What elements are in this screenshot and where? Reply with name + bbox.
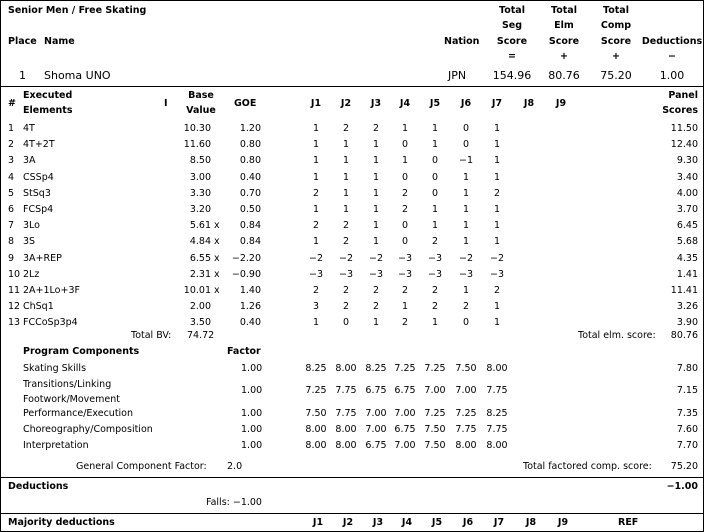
element-judge-score: 1 xyxy=(493,301,501,312)
element-base-value: 10.01 xyxy=(183,285,211,296)
element-judge-score: −2 xyxy=(308,253,323,264)
element-number: 11 xyxy=(8,285,21,296)
element-goe: −0.90 xyxy=(231,269,261,280)
element-panel-score: 12.40 xyxy=(670,139,698,150)
element-code: 3S xyxy=(23,236,36,247)
component-panel-score: 7.15 xyxy=(676,385,698,396)
element-code: 2A+1Lo+3F xyxy=(23,285,80,296)
component-judge-score: 7.00 xyxy=(365,424,387,435)
element-panel-score: 3.26 xyxy=(676,301,698,312)
element-bonus-marker: x xyxy=(214,220,220,231)
component-judge-score: 8.25 xyxy=(365,363,387,374)
header-place: Place xyxy=(8,36,37,47)
component-judge-score: 7.75 xyxy=(335,408,357,419)
element-judge-score: 2 xyxy=(431,301,439,312)
element-judge-score: 2 xyxy=(312,220,320,231)
element-base-value: 10.30 xyxy=(183,123,211,134)
element-judge-score: 1 xyxy=(462,172,470,183)
component-judge-score: 8.00 xyxy=(305,440,327,451)
element-judge-score: 1 xyxy=(431,317,439,328)
element-base-value: 2.00 xyxy=(189,301,211,312)
majority-judge-1: J1 xyxy=(312,517,324,528)
component-judge-score: 7.50 xyxy=(455,363,477,374)
element-judge-score: 2 xyxy=(462,301,470,312)
element-panel-score: 4.00 xyxy=(676,188,698,199)
deductions-value: −1.00 xyxy=(666,481,698,492)
element-code: FCCoSp3p4 xyxy=(23,317,78,328)
element-base-value: 3.30 xyxy=(189,188,211,199)
element-goe: 0.40 xyxy=(239,317,261,328)
element-panel-score: 4.35 xyxy=(676,253,698,264)
element-judge-score: 2 xyxy=(372,123,380,134)
separator-line xyxy=(1,477,704,478)
element-judge-score: 1 xyxy=(372,188,380,199)
component-judge-score: 7.75 xyxy=(486,385,508,396)
total-bv-label: Total BV: xyxy=(131,330,172,341)
element-judge-score: 1 xyxy=(401,301,409,312)
element-judge-score: 2 xyxy=(342,301,350,312)
element-judge-score: 0 xyxy=(462,123,470,134)
component-judge-score: 8.00 xyxy=(335,363,357,374)
element-judge-score: −3 xyxy=(458,269,473,280)
element-judge-score: 1 xyxy=(462,220,470,231)
element-judge-score: 1 xyxy=(312,172,320,183)
element-panel-score: 9.30 xyxy=(676,155,698,166)
components-title: Program Components xyxy=(23,346,140,357)
element-base-value: 3.20 xyxy=(189,204,211,215)
component-judge-score: 8.25 xyxy=(486,408,508,419)
separator-line xyxy=(1,513,704,514)
element-goe: 0.84 xyxy=(239,236,261,247)
element-judge-score: 1 xyxy=(312,155,320,166)
header-deductions: Deductions xyxy=(641,36,703,47)
majority-judge-3: J3 xyxy=(372,517,384,528)
header-tss-1: Total xyxy=(499,5,525,16)
header-pcs-1: Total xyxy=(603,5,629,16)
element-judge-score: 1 xyxy=(431,220,439,231)
col-panel-2: Scores xyxy=(662,105,698,116)
header-tes-4: + xyxy=(560,51,568,62)
element-panel-score: 5.68 xyxy=(676,236,698,247)
component-judge-score: 8.00 xyxy=(455,440,477,451)
components-factor-title: Factor xyxy=(227,346,261,357)
element-judge-score: 1 xyxy=(372,204,380,215)
component-judge-score: 7.25 xyxy=(394,363,416,374)
element-judge-score: −2 xyxy=(489,253,504,264)
component-name: Transitions/Linking Footwork/Movement xyxy=(23,379,120,405)
element-judge-score: 1 xyxy=(431,139,439,150)
element-bonus-marker: x xyxy=(214,253,220,264)
element-goe: 0.40 xyxy=(239,172,261,183)
header-tss-4: = xyxy=(508,51,516,62)
component-panel-score: 7.35 xyxy=(676,408,698,419)
element-judge-score: 1 xyxy=(431,123,439,134)
element-base-value: 5.61 xyxy=(189,220,211,231)
element-judge-score: 2 xyxy=(431,236,439,247)
element-base-value: 8.50 xyxy=(189,155,211,166)
element-judge-score: −3 xyxy=(368,269,383,280)
element-judge-score: 0 xyxy=(462,139,470,150)
component-judge-score: 7.00 xyxy=(365,408,387,419)
element-goe: 1.20 xyxy=(239,123,261,134)
tfcs-label: Total factored comp. score: xyxy=(523,461,652,472)
element-judge-score: 1 xyxy=(493,236,501,247)
component-judge-score: 7.00 xyxy=(394,408,416,419)
element-base-value: 6.55 xyxy=(189,253,211,264)
element-judge-score: 1 xyxy=(372,155,380,166)
element-judge-score: 2 xyxy=(312,285,320,296)
component-judge-score: 7.50 xyxy=(424,440,446,451)
element-code: FCSp4 xyxy=(23,204,54,215)
component-panel-score: 7.60 xyxy=(676,424,698,435)
element-judge-score: 0 xyxy=(401,236,409,247)
element-judge-score: 1 xyxy=(372,317,380,328)
element-judge-score: 1 xyxy=(312,236,320,247)
component-judge-score: 6.75 xyxy=(394,424,416,435)
element-base-value: 11.60 xyxy=(183,139,211,150)
header-pcs-4: + xyxy=(612,51,620,62)
element-number: 7 xyxy=(8,220,15,231)
component-panel-score: 7.80 xyxy=(676,363,698,374)
col-executed-2: Elements xyxy=(23,105,73,116)
element-judge-score: −3 xyxy=(427,269,442,280)
component-judge-score: 6.75 xyxy=(365,440,387,451)
judge-header-6: J6 xyxy=(460,98,472,109)
element-judge-score: 0 xyxy=(431,188,439,199)
element-judge-score: 1 xyxy=(312,317,320,328)
element-judge-score: 1 xyxy=(372,139,380,150)
majority-judge-5: J5 xyxy=(431,517,443,528)
element-code: CSSp4 xyxy=(23,172,54,183)
element-judge-score: −3 xyxy=(308,269,323,280)
element-judge-score: 2 xyxy=(431,285,439,296)
element-judge-score: 0 xyxy=(431,155,439,166)
element-judge-score: 0 xyxy=(462,317,470,328)
element-judge-score: 1 xyxy=(342,204,350,215)
element-judge-score: −3 xyxy=(427,253,442,264)
col-base-2: Value xyxy=(186,105,216,116)
element-judge-score: −3 xyxy=(397,269,412,280)
component-judge-score: 6.75 xyxy=(394,385,416,396)
majority-judge-2: J2 xyxy=(342,517,354,528)
header-tes-2: Elm xyxy=(554,20,574,31)
element-goe: 1.40 xyxy=(239,285,261,296)
element-number: 13 xyxy=(8,317,21,328)
component-judge-score: 7.75 xyxy=(486,424,508,435)
element-judge-score: 1 xyxy=(372,220,380,231)
component-factor: 1.00 xyxy=(241,385,263,396)
element-judge-score: 0 xyxy=(401,172,409,183)
component-judge-score: 7.00 xyxy=(455,385,477,396)
component-name: Performance/Execution xyxy=(23,408,134,419)
total-elm: 80.76 xyxy=(670,330,698,341)
separator-line xyxy=(1,86,704,87)
element-judge-score: 1 xyxy=(401,123,409,134)
majority-judge-7: J7 xyxy=(493,517,505,528)
component-judge-score: 8.00 xyxy=(486,363,508,374)
element-judge-score: 1 xyxy=(431,204,439,215)
header-tss-2: Seg xyxy=(501,20,523,31)
element-judge-score: 1 xyxy=(462,188,470,199)
total-elm-label: Total elm. score: xyxy=(578,330,656,341)
element-goe: 0.50 xyxy=(239,204,261,215)
element-judge-score: 1 xyxy=(493,317,501,328)
element-number: 10 xyxy=(8,269,21,280)
component-judge-score: 8.25 xyxy=(305,363,327,374)
element-judge-score: −3 xyxy=(489,269,504,280)
total-bv: 74.72 xyxy=(187,330,215,341)
element-code: 3A xyxy=(23,155,36,166)
col-panel-1: Panel xyxy=(668,90,698,101)
element-panel-score: 1.41 xyxy=(676,269,698,280)
col-info: I xyxy=(164,98,168,109)
component-judge-score: 7.25 xyxy=(305,385,327,396)
element-number: 1 xyxy=(8,123,15,134)
deductions-falls: Falls: −1.00 xyxy=(206,497,262,508)
element-goe: −2.20 xyxy=(231,253,261,264)
component-factor: 1.00 xyxy=(241,363,263,374)
col-executed-1: Executed xyxy=(23,90,73,101)
component-name: Interpretation xyxy=(23,440,89,451)
component-judge-score: 7.50 xyxy=(424,424,446,435)
element-judge-score: −1 xyxy=(458,155,473,166)
component-judge-score: 7.25 xyxy=(424,408,446,419)
element-panel-score: 3.40 xyxy=(676,172,698,183)
element-judge-score: 1 xyxy=(372,236,380,247)
judge-header-5: J5 xyxy=(429,98,441,109)
tfcs: 75.20 xyxy=(670,461,698,472)
element-base-value: 3.00 xyxy=(189,172,211,183)
element-judge-score: 2 xyxy=(493,285,501,296)
element-panel-score: 6.45 xyxy=(676,220,698,231)
skater-name: Shoma UNO xyxy=(44,69,111,82)
element-code: 4T xyxy=(23,123,35,134)
gcf: 2.0 xyxy=(227,461,243,472)
judge-header-8: J8 xyxy=(523,98,535,109)
element-judge-score: 1 xyxy=(342,188,350,199)
element-judge-score: 1 xyxy=(462,236,470,247)
element-judge-score: 1 xyxy=(372,172,380,183)
element-judge-score: 2 xyxy=(342,236,350,247)
header-pcs-2: Comp xyxy=(600,20,632,31)
col-num: # xyxy=(8,98,16,109)
element-panel-score: 11.50 xyxy=(670,123,698,134)
component-panel-score: 7.70 xyxy=(676,440,698,451)
judge-header-9: J9 xyxy=(555,98,567,109)
element-judge-score: 1 xyxy=(312,139,320,150)
element-bonus-marker: x xyxy=(214,285,220,296)
element-goe: 0.84 xyxy=(239,220,261,231)
skater-place: 1 xyxy=(19,69,26,82)
skater-deductions: 1.00 xyxy=(659,69,685,82)
element-number: 12 xyxy=(8,301,21,312)
element-number: 4 xyxy=(8,172,15,183)
element-code: StSq3 xyxy=(23,188,51,199)
component-judge-score: 6.75 xyxy=(365,385,387,396)
judge-header-7: J7 xyxy=(491,98,503,109)
component-factor: 1.00 xyxy=(241,440,263,451)
element-judge-score: 1 xyxy=(312,204,320,215)
element-judge-score: 1 xyxy=(312,123,320,134)
majority-judge-9: J9 xyxy=(557,517,569,528)
component-factor: 1.00 xyxy=(241,408,263,419)
element-code: 3Lo xyxy=(23,220,40,231)
component-judge-score: 7.25 xyxy=(424,363,446,374)
element-judge-score: 1 xyxy=(462,285,470,296)
element-code: ChSq1 xyxy=(23,301,54,312)
element-judge-score: −2 xyxy=(458,253,473,264)
element-judge-score: 1 xyxy=(493,220,501,231)
element-judge-score: 2 xyxy=(372,301,380,312)
element-bonus-marker: x xyxy=(214,236,220,247)
element-judge-score: 1 xyxy=(342,172,350,183)
element-judge-score: 1 xyxy=(462,204,470,215)
element-judge-score: −2 xyxy=(338,253,353,264)
header-nation: Nation xyxy=(444,36,480,47)
element-judge-score: 2 xyxy=(493,188,501,199)
element-judge-score: 2 xyxy=(401,317,409,328)
component-factor: 1.00 xyxy=(241,424,263,435)
element-base-value: 2.31 xyxy=(189,269,211,280)
element-number: 8 xyxy=(8,236,15,247)
col-base-1: Base xyxy=(188,90,214,101)
element-goe: 0.80 xyxy=(239,139,261,150)
component-judge-score: 7.00 xyxy=(394,440,416,451)
element-judge-score: −3 xyxy=(397,253,412,264)
element-bonus-marker: x xyxy=(214,269,220,280)
element-number: 2 xyxy=(8,139,15,150)
element-judge-score: 2 xyxy=(342,220,350,231)
element-number: 6 xyxy=(8,204,15,215)
component-judge-score: 7.75 xyxy=(335,385,357,396)
element-panel-score: 11.41 xyxy=(670,285,698,296)
element-judge-score: 1 xyxy=(493,172,501,183)
deductions-title: Deductions xyxy=(8,481,69,492)
majority-title: Majority deductions xyxy=(8,517,115,528)
element-base-value: 3.50 xyxy=(189,317,211,328)
component-judge-score: 8.00 xyxy=(486,440,508,451)
judge-header-1: J1 xyxy=(310,98,322,109)
component-judge-score: 8.00 xyxy=(305,424,327,435)
skater-component-score: 75.20 xyxy=(600,69,632,82)
element-judge-score: 2 xyxy=(342,285,350,296)
majority-judge-8: J8 xyxy=(525,517,537,528)
judge-header-4: J4 xyxy=(399,98,411,109)
component-judge-score: 7.25 xyxy=(455,408,477,419)
element-code: 2Lz xyxy=(23,269,40,280)
skater-element-score: 80.76 xyxy=(548,69,580,82)
element-judge-score: −2 xyxy=(368,253,383,264)
element-number: 5 xyxy=(8,188,15,199)
element-goe: 0.80 xyxy=(239,155,261,166)
element-number: 9 xyxy=(8,253,15,264)
segment-title: Senior Men / Free Skating xyxy=(8,5,147,16)
header-deductions-sign: − xyxy=(668,51,676,62)
element-panel-score: 3.70 xyxy=(676,204,698,215)
component-judge-score: 7.75 xyxy=(455,424,477,435)
majority-judge-6: J6 xyxy=(462,517,474,528)
element-judge-score: 1 xyxy=(401,155,409,166)
header-tes-3: Score xyxy=(548,36,580,47)
element-judge-score: 1 xyxy=(493,139,501,150)
element-judge-score: 1 xyxy=(493,155,501,166)
header-tes-1: Total xyxy=(551,5,577,16)
gcf-label: General Component Factor: xyxy=(76,461,207,472)
skater-segment-score: 154.96 xyxy=(492,69,532,82)
element-goe: 0.70 xyxy=(239,188,261,199)
component-name: Choreography/Composition xyxy=(23,424,153,435)
element-judge-score: 1 xyxy=(493,204,501,215)
element-number: 3 xyxy=(8,155,15,166)
element-base-value: 4.84 xyxy=(189,236,211,247)
component-name: Skating Skills xyxy=(23,363,87,374)
element-goe: 1.26 xyxy=(239,301,261,312)
component-judge-score: 8.00 xyxy=(335,424,357,435)
header-tss-3: Score xyxy=(496,36,528,47)
element-judge-score: 2 xyxy=(401,285,409,296)
majority-ref: REF xyxy=(618,517,639,528)
element-judge-score: 2 xyxy=(401,204,409,215)
judge-header-3: J3 xyxy=(370,98,382,109)
element-code: 4T+2T xyxy=(23,139,55,150)
element-code: 3A+REP xyxy=(23,253,62,264)
element-panel-score: 3.90 xyxy=(676,317,698,328)
element-judge-score: 0 xyxy=(401,139,409,150)
element-judge-score: 1 xyxy=(342,155,350,166)
component-judge-score: 7.00 xyxy=(424,385,446,396)
header-pcs-3: Score xyxy=(600,36,632,47)
element-judge-score: 2 xyxy=(372,285,380,296)
element-judge-score: 2 xyxy=(312,188,320,199)
element-judge-score: 1 xyxy=(493,123,501,134)
element-judge-score: 0 xyxy=(342,317,350,328)
element-judge-score: 0 xyxy=(431,172,439,183)
element-judge-score: 2 xyxy=(401,188,409,199)
header-name: Name xyxy=(44,36,75,47)
element-judge-score: 1 xyxy=(342,139,350,150)
component-judge-score: 8.00 xyxy=(335,440,357,451)
element-judge-score: 0 xyxy=(401,220,409,231)
majority-judge-4: J4 xyxy=(401,517,413,528)
element-judge-score: −3 xyxy=(338,269,353,280)
col-goe: GOE xyxy=(234,98,257,109)
component-judge-score: 7.50 xyxy=(305,408,327,419)
element-judge-score: 2 xyxy=(342,123,350,134)
judge-header-2: J2 xyxy=(340,98,352,109)
skater-nation: JPN xyxy=(448,69,467,82)
element-judge-score: 3 xyxy=(312,301,320,312)
